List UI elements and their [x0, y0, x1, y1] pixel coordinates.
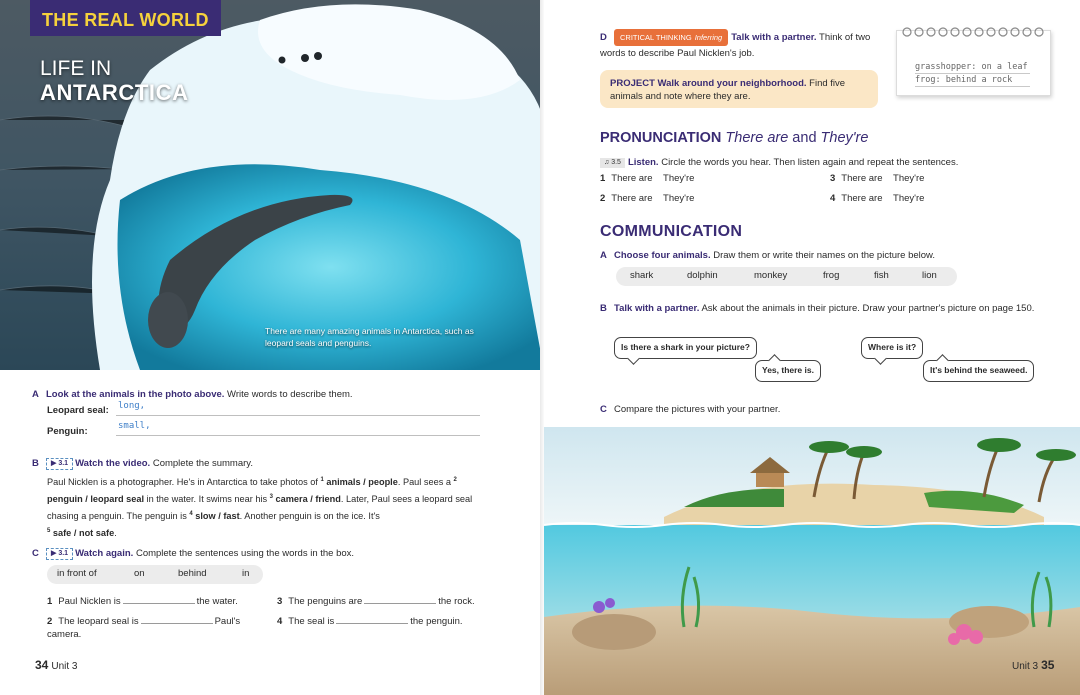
- pron-option-b[interactable]: They're: [893, 173, 925, 184]
- comm-a-rest: Draw them or write their names on the picture below.: [710, 250, 936, 261]
- sentence-num: 3: [277, 596, 283, 607]
- summary-choice-5[interactable]: safe / not safe: [52, 528, 115, 539]
- speech-bubble-question: Is there a shark in your picture?: [614, 337, 757, 359]
- sentence-1: [47, 595, 257, 608]
- sentence-before: The leopard seal is: [58, 616, 139, 627]
- word-box-item: behind: [178, 568, 207, 579]
- summary-text-4: . Later, Paul sees a leopard seal chasing a penguin. The penguin is: [47, 494, 473, 522]
- pron-option-a[interactable]: There are: [611, 173, 653, 184]
- pronunciation-rest: Circle the words you hear. Then listen again and repeat the sentences.: [658, 157, 959, 168]
- unit-label: Unit 3: [1012, 661, 1039, 672]
- sentence-before: The seal is: [288, 616, 335, 627]
- animal-word: dolphin: [687, 270, 718, 281]
- video-icon[interactable]: ▶ 3.1: [46, 458, 73, 470]
- unit-label: Unit 3: [51, 661, 78, 672]
- leopard-seal-answer-line[interactable]: [116, 415, 480, 416]
- exercise-b-instruction: [32, 456, 512, 471]
- summary-choice-2[interactable]: penguin / leopard seal: [47, 494, 144, 505]
- word-box: [47, 565, 263, 584]
- pron-num: 2: [600, 193, 606, 204]
- comm-a-bold: Choose four animals.: [614, 250, 711, 261]
- sentence-after: the rock.: [438, 596, 475, 607]
- summary-choice-4[interactable]: slow / fast: [195, 511, 240, 522]
- penguin-answer-line[interactable]: [116, 435, 480, 436]
- summary-text-3: in the water. It swims near his: [144, 494, 270, 505]
- pron-item-3: [830, 172, 924, 185]
- sentence-4: [277, 615, 497, 628]
- page-folio-left: [32, 658, 77, 672]
- leopard-seal-label: Leopard seal:: [47, 405, 109, 416]
- exercise-c-instruction: [32, 546, 512, 561]
- project-rest: Find five animals and note where they are.: [610, 78, 846, 102]
- pronunciation-bold: Listen.: [627, 157, 659, 168]
- antarctica-photo: [0, 0, 544, 370]
- exercise-c-rest: Complete the sentences using the words in the box.: [133, 548, 355, 559]
- photo-title: [40, 57, 189, 105]
- critical-thinking-tag: [614, 29, 728, 46]
- page-number: 35: [1041, 658, 1055, 672]
- sentence-after: Paul's camera.: [47, 616, 241, 640]
- exercise-a-rest: Write words to describe them.: [224, 389, 353, 400]
- pron-option-a[interactable]: There are: [841, 193, 883, 204]
- summary-num-1: 1: [320, 477, 324, 483]
- audio-icon[interactable]: ♫ 3.5: [600, 158, 625, 168]
- exercise-a-instruction: [32, 387, 512, 402]
- comm-b-bold: Talk with a partner.: [614, 303, 700, 314]
- pronunciation-instruction: [600, 155, 1070, 170]
- pronunciation-sub-and: and: [788, 130, 821, 146]
- ct-label: CRITICAL THINKING: [620, 33, 692, 42]
- summary-text-6: .: [114, 528, 117, 539]
- pron-option-a[interactable]: There are: [841, 173, 883, 184]
- answer-blank[interactable]: [141, 616, 213, 624]
- sentence-before: The penguins are: [288, 596, 363, 607]
- exercise-c-bold: Watch again.: [75, 548, 134, 559]
- answer-blank[interactable]: [336, 616, 408, 624]
- speech-bubble-location: It's behind the seaweed.: [923, 360, 1034, 382]
- pron-item-4: [830, 192, 924, 205]
- note-line-1: grasshopper: on a leaf: [915, 61, 1030, 74]
- exercise-c-letter: C: [32, 548, 39, 559]
- pron-num: 1: [600, 173, 606, 184]
- summary-choice-1[interactable]: animals / people: [326, 477, 398, 488]
- pronunciation-heading: [600, 130, 868, 146]
- island-ocean-illustration: [544, 427, 1080, 695]
- page-folio-right: [1012, 658, 1057, 672]
- spiral-binding-icon: [897, 25, 1052, 39]
- word-box-item: in front of: [57, 568, 97, 579]
- project-label: PROJECT: [610, 78, 655, 89]
- page-number: 34: [35, 658, 49, 672]
- speech-bubble-where: Where is it?: [861, 337, 923, 359]
- pron-option-b[interactable]: They're: [893, 193, 925, 204]
- exercise-b-letter: B: [32, 458, 39, 469]
- animal-word: lion: [922, 270, 937, 281]
- animal-word: shark: [630, 270, 654, 281]
- exercise-b-rest: Complete the summary.: [150, 458, 253, 469]
- video-summary: [47, 473, 487, 541]
- pron-item-2: [600, 192, 694, 205]
- pron-num: 4: [830, 193, 836, 204]
- exercise-d-rest: Think of two words to describe Paul Nicklen's job.: [600, 32, 871, 59]
- sentence-after: the water.: [196, 596, 238, 607]
- sentence-num: 1: [47, 596, 53, 607]
- communication-a: [600, 248, 1070, 263]
- sentence-num: 4: [277, 616, 283, 627]
- title-line-2: ANTARCTICA: [40, 80, 189, 105]
- word-box-item: on: [134, 568, 145, 579]
- section-tag: THE REAL WORLD: [30, 0, 221, 36]
- pron-item-1: [600, 172, 694, 185]
- summary-num-2: 2: [453, 477, 457, 483]
- sentence-2: [47, 615, 257, 641]
- comm-c-letter: C: [600, 404, 607, 415]
- sentence-num: 2: [47, 616, 53, 627]
- title-line-1: LIFE IN: [40, 57, 112, 80]
- comm-b-rest: Ask about the animals in their picture. Draw your partner's picture on page 150.: [699, 303, 1035, 314]
- communication-heading: COMMUNICATION: [600, 223, 743, 240]
- sentence-before: Paul Nicklen is: [58, 596, 121, 607]
- exercise-b-bold: Watch the video.: [75, 458, 151, 469]
- project-bold: Walk around your neighborhood.: [657, 78, 807, 89]
- communication-b: [600, 301, 1060, 316]
- pronunciation-sub-a: There are: [725, 130, 789, 146]
- pronunciation-sub-b: They're: [820, 130, 869, 146]
- video-tag-number: 3.1: [58, 550, 69, 557]
- exercise-a-letter: A: [32, 389, 39, 400]
- exercise-d: [600, 29, 890, 61]
- audio-tag-number: 3.5: [611, 159, 621, 166]
- pron-option-b[interactable]: They're: [663, 193, 695, 204]
- note-line-2: frog: behind a rock: [915, 74, 1030, 87]
- video-icon[interactable]: ▶ 3.1: [46, 548, 73, 560]
- animal-word-box: [616, 267, 957, 286]
- animal-word: fish: [874, 270, 889, 281]
- answer-blank[interactable]: [123, 596, 195, 604]
- summary-text-5: . Another penguin is on the ice. It's: [239, 511, 380, 522]
- penguin-answer: small,: [118, 421, 151, 431]
- communication-c: [600, 402, 1060, 417]
- answer-blank[interactable]: [364, 596, 436, 604]
- pronunciation-title: PRONUNCIATION: [600, 130, 722, 146]
- sentence-3: [277, 595, 497, 608]
- right-page: [544, 0, 1080, 695]
- exercise-d-letter: D: [600, 32, 607, 43]
- video-tag-number: 3.1: [58, 460, 69, 467]
- word-box-item: in: [242, 568, 250, 579]
- comm-a-letter: A: [600, 250, 607, 261]
- speech-bubble-answer: Yes, there is.: [755, 360, 821, 382]
- comm-c-text: Compare the pictures with your partner.: [614, 404, 781, 415]
- comm-b-letter: B: [600, 303, 607, 314]
- summary-text-1: Paul Nicklen is a photographer. He's in Antarctica to take photos of: [47, 477, 321, 488]
- leopard-seal-answer: long,: [118, 401, 146, 411]
- exercise-d-bold: Talk with a partner.: [731, 32, 817, 43]
- project-box: [600, 70, 878, 108]
- sentence-after: the penguin.: [410, 616, 463, 627]
- notepad: [896, 30, 1051, 96]
- photo-caption: There are many amazing animals in Antarctica, such as leopard seals and penguins.: [265, 326, 474, 348]
- summary-num-3: 3: [269, 494, 273, 501]
- summary-num-4: 4: [189, 511, 193, 518]
- exercise-a-bold: Look at the animals in the photo above.: [46, 389, 225, 400]
- summary-choice-3[interactable]: camera / friend: [275, 494, 341, 505]
- summary-num-5: 5: [47, 528, 51, 535]
- summary-text-2: . Paul sees a: [397, 477, 454, 488]
- pron-option-b[interactable]: They're: [663, 173, 695, 184]
- animal-word: monkey: [754, 270, 788, 281]
- animal-word: frog: [823, 270, 840, 281]
- pron-option-a[interactable]: There are: [611, 193, 653, 204]
- ct-sub: Inferring: [694, 33, 723, 42]
- iceberg-seal-illustration: [0, 0, 544, 370]
- pron-num: 3: [830, 173, 836, 184]
- beach-scene-picture[interactable]: [544, 427, 1080, 695]
- penguin-label: Penguin:: [47, 426, 88, 437]
